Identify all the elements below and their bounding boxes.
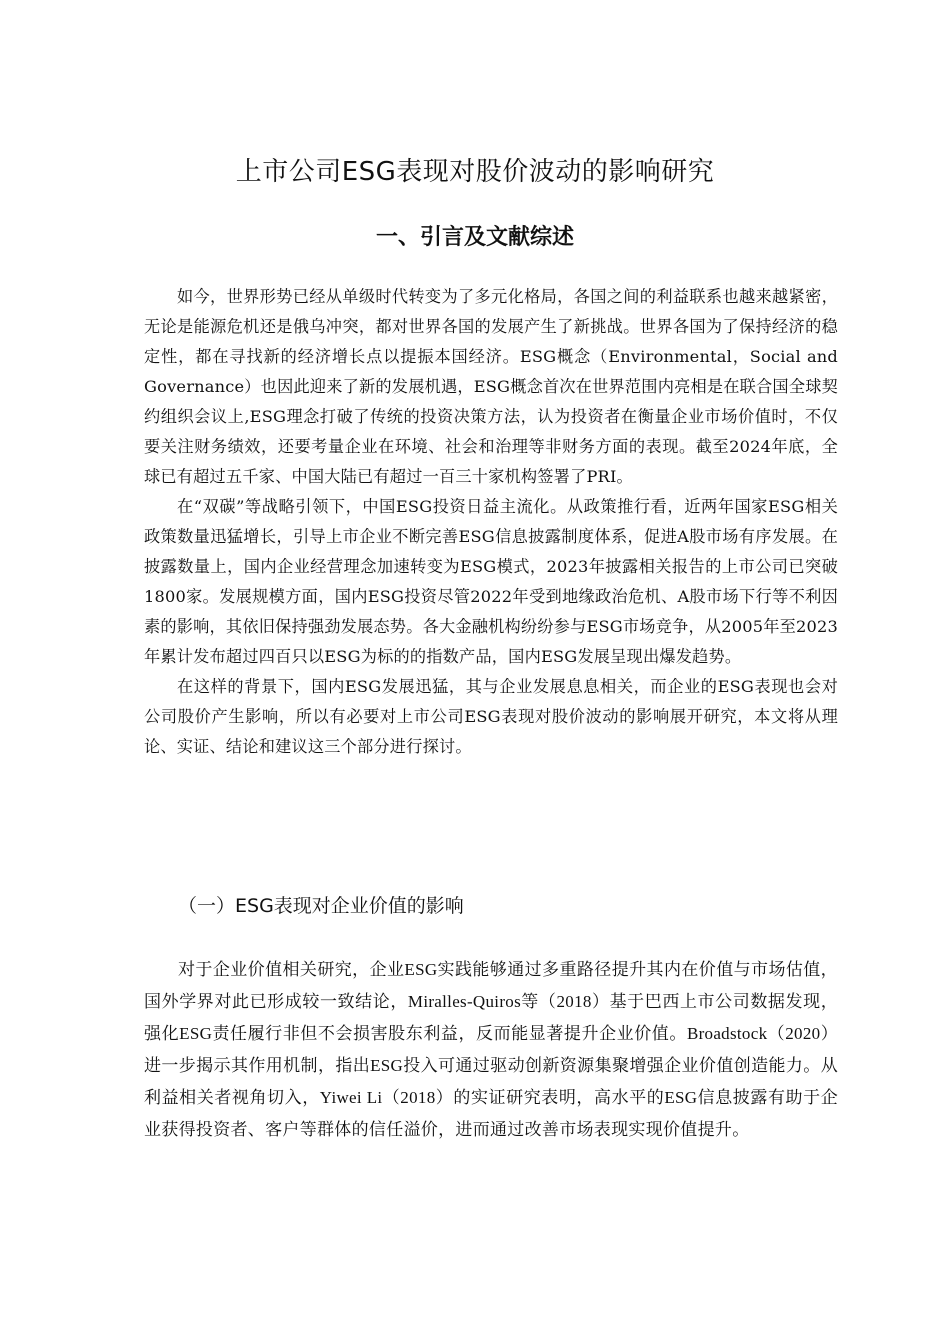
subsection-heading: （一）ESG表现对企业价值的影响 <box>178 895 464 917</box>
paragraph: 对于企业价值相关研究，企业ESG实践能够通过多重路径提升其内在价值与市场估值，国外学界对此已形成较一致结论，Miralles-Quiros等（2018）基于巴西上市公司数据发现，强化ESG责任履行非但不会损害股东利益，反而能显著提升企业价值。Broadstock（2020）进一步揭示其作用机制，指出ESG投入可通过驱动创新资源集聚增强企业价值创造能力。从利益相关者视角切入，Yiwei Li（2018）的实证研究表明，高水平的ESG信息披露有助于企业获得投资者、客户等群体的信任溢价，进而通过改善市场表现实现价值提升。 <box>144 960 838 1139</box>
paragraph: 在“双碳”等战略引领下，中国ESG投资日益主流化。从政策推行看，近两年国家ESG相关政策数量迅猛增长，引导上市企业不断完善ESG信息披露制度体系，促进A股市场有序发展。在披露数量上，国内企业经营理念加速转变为ESG模式，2023年披露相关报告的上市公司已突破1800家。发展规模方面，国内ESG投资尽管2022年受到地缘政治危机、A股市场下行等不利因素的影响，其依旧保持强劲发展态势。各大金融机构纷纷参与ESG市场竞争，从2005年至2023年累计发布超过四百只以ESG为标的的指数产品，国内ESG发展呈现出爆发趋势。 <box>144 497 838 666</box>
section-heading: 一、引言及文献综述 <box>375 225 574 250</box>
paragraph: 在这样的背景下，国内ESG发展迅猛，其与企业发展息息相关，而企业的ESG表现也会对公司股价产生影响，所以有必要对上市公司ESG表现对股价波动的影响展开研究，本文将从理论、实证、结论和建议这三个部分进行探讨。 <box>144 677 838 756</box>
document-title: 上市公司ESG表现对股价波动的影响研究 <box>235 157 715 187</box>
paragraph: 如今，世界形势已经从单级时代转变为了多元化格局，各国之间的利益联系也越来越紧密，无论是能源危机还是俄乌冲突，都对世界各国的发展产生了新挑战。世界各国为了保持经济的稳定性，都在寻找新的经济增长点以提振本国经济。ESG概念（Environmental，Social and Governance）也因此迎来了新的发展机遇，ESG概念首次在世界范围内亮相是在联合国全球契约组织会议上,ESG理念打破了传统的投资决策方法，认为投资者在衡量企业市场价值时，不仅要关注财务绩效，还要考量企业在环境、社会和治理等非财务方面的表现。截至2024年底，全球已有超过五千家、中国大陆已有超过一百三十家机构签署了PRI。 <box>144 287 838 486</box>
subsection-body <box>144 954 838 1146</box>
introduction-body <box>144 282 838 762</box>
